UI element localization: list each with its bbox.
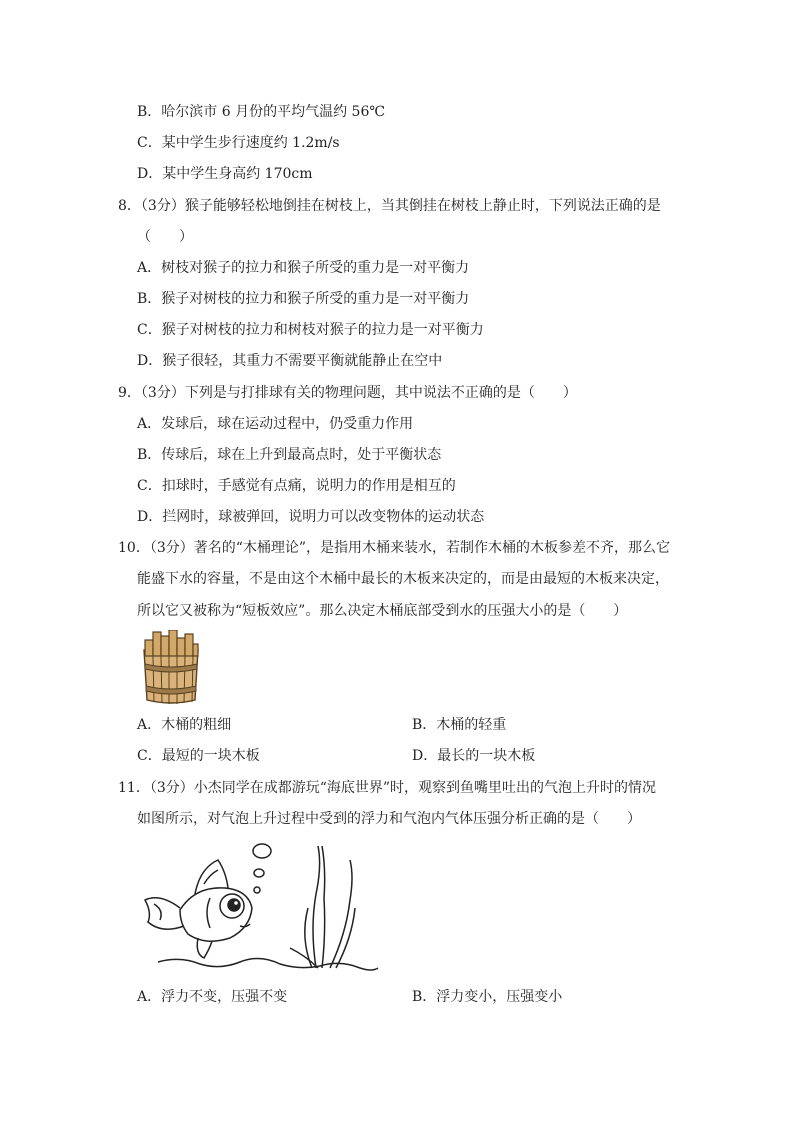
q9-option-d: D．拦网时，球被弹回，说明力可以改变物体的运动状态: [137, 509, 485, 525]
q10-option-c: C．最短的一块木板: [137, 748, 260, 764]
fish-bubbles-image: [140, 838, 380, 978]
q10-option-a: A．木桶的粗细: [137, 717, 232, 733]
q11-option-b: B．浮力变小，压强变小: [412, 989, 563, 1005]
q8-option-c: C．猴子对树枝的拉力和树枝对猴子的拉力是一对平衡力: [137, 322, 484, 338]
q10-stem-line1: 10．（3分）著名的“木桶理论”，是指用木桶来装水，若制作木桶的木板参差不齐，那么它: [118, 540, 671, 556]
q8-option-d: D．猴子很轻，其重力不需要平衡就能静止在空中: [137, 353, 443, 369]
q9-option-c: C．扣球时，手感觉有点痛，说明力的作用是相互的: [137, 478, 456, 494]
q11-option-a: A．浮力不变，压强不变: [137, 989, 288, 1005]
q11-stem-line1: 11．（3分）小杰同学在成都游玩“海底世界”时，观察到鱼嘴里吐出的气泡上升时的情况: [118, 780, 657, 796]
q10-option-d: D．最长的一块木板: [412, 748, 536, 764]
q10-option-b: B．木桶的轻重: [412, 717, 507, 733]
q8-stem-continued: （ ）: [137, 229, 193, 245]
q9-option-a: A．发球后，球在运动过程中，仍受重力作用: [137, 416, 414, 432]
q11-stem-line2: 如图所示，对气泡上升过程中受到的浮力和气泡内气体压强分析正确的是（ ）: [137, 811, 641, 827]
q7-option-d: D．某中学生身高约 170cm: [137, 166, 313, 182]
q10-stem-line3: 所以它又被称为“短板效应”。那么决定木桶底部受到水的压强大小的是（ ）: [137, 603, 628, 619]
q8-option-a: A．树枝对猴子的拉力和猴子所受的重力是一对平衡力: [137, 260, 470, 276]
q9-stem: 9．（3分）下列是与打排球有关的物理问题，其中说法不正确的是（ ）: [118, 385, 577, 401]
q10-stem-line2: 能盛下水的容量，不是由这个木桶中最长的木板来决定的，而是由最短的木板来决定，: [137, 571, 669, 587]
q8-option-b: B．猴子对树枝的拉力和猴子所受的重力是一对平衡力: [137, 291, 470, 307]
q7-option-c: C．某中学生步行速度约 1.2m/s: [137, 135, 340, 151]
q7-option-b: B．哈尔滨市 6 月份的平均气温约 56℃: [137, 104, 386, 120]
q9-option-b: B．传球后，球在上升到最高点时，处于平衡状态: [137, 447, 442, 463]
wooden-bucket-image: [140, 630, 202, 706]
q8-stem: 8．（3分）猴子能够轻松地倒挂在树枝上，当其倒挂在树枝上静止时，下列说法正确的是: [118, 198, 661, 214]
